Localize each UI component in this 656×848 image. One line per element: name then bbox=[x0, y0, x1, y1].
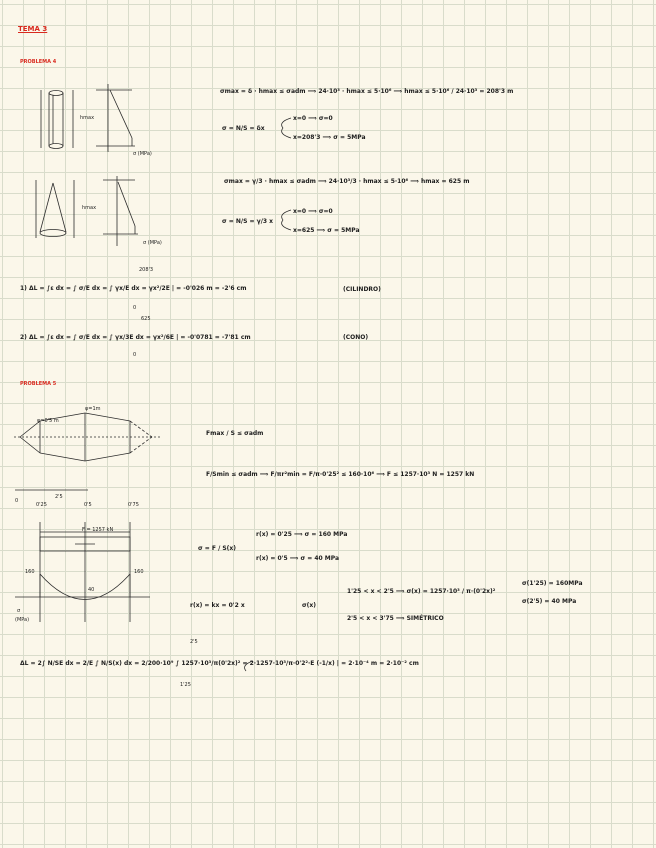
problem-4-title: PROBLEMA 4 bbox=[20, 59, 57, 65]
p5-dl-lower: 1'25 bbox=[180, 682, 191, 688]
p5-eq2: F/Smin ≤ σadm ⟹ F/πr²min = F/π·0'25² ≤ 160·10⁶ ⟹ F ≤ 1257·10³ N = 1257 kN bbox=[206, 471, 475, 478]
p5-eq4-b: 2'5 < x < 3'75 ⟹ SIMÉTRICO bbox=[347, 615, 444, 622]
dl2-lower: 0 bbox=[133, 352, 137, 358]
cyl-hmax-label: hmax bbox=[80, 115, 95, 121]
p5-dl-upper: 2'5 bbox=[190, 639, 198, 645]
tick-3: 0'75 bbox=[128, 502, 139, 508]
p5-eq4-a: 1'25 < x < 2'5 ⟹ σ(x) = 1257·10³ / π·(0'2x)² bbox=[347, 588, 496, 595]
cone-hmax-label: hmax bbox=[82, 205, 97, 211]
p4-dl2-tag: (CONO) bbox=[343, 334, 369, 341]
p5-val-160a: 160 bbox=[25, 569, 35, 575]
p5-dim2: φ=1m bbox=[85, 406, 101, 412]
p4-dl1: 1) ΔL = ∫ε dx = ∫ σ/E dx = ∫ γx/E dx = γx²/2E | = -0'026 m = -2'6 cm bbox=[20, 285, 247, 292]
p5-axis-unit: (MPa) bbox=[15, 617, 30, 623]
p4-eq3: σmax = γ/3 · hmax ≤ σadm ⟹ 24·10³/3 · hmax ≤ 5·10⁶ ⟹ hmax = 625 m bbox=[224, 178, 470, 185]
p5-axis-sigma: σ bbox=[17, 608, 21, 614]
cone-axis-label: σ (MPa) bbox=[143, 240, 162, 246]
p4-eq4-a: x=0 ⟹ σ=0 bbox=[293, 208, 333, 215]
p4-eq2-b: x=208'3 ⟹ σ = 5MPa bbox=[293, 134, 366, 141]
p5-eq3-b: r(x) = 0'5 ⟹ σ = 40 MPa bbox=[256, 555, 340, 562]
p4-eq4-b: x=625 ⟹ σ = 5MPa bbox=[293, 227, 360, 234]
shaft-sketch bbox=[14, 413, 162, 490]
problem-5-title: PROBLEMA 5 bbox=[20, 381, 57, 387]
p5-eq4-left: r(x) = kx = 0'2 x bbox=[190, 602, 245, 609]
dl1-upper: 208'3 bbox=[139, 267, 154, 273]
tick-2: 0'5 bbox=[84, 502, 92, 508]
tick-0: 0 bbox=[15, 498, 19, 504]
p4-dl1-tag: (CILINDRO) bbox=[343, 286, 381, 293]
p5-eq4-c1: σ(1'25) = 160MPa bbox=[522, 580, 583, 587]
p5-eq3-a: r(x) = 0'25 ⟹ σ = 160 MPa bbox=[256, 531, 348, 538]
dl1-lower: 0 bbox=[133, 305, 137, 311]
p4-eq2-a: x=0 ⟹ σ=0 bbox=[293, 115, 333, 122]
p4-eq2-left: σ = N/S = δx bbox=[222, 125, 265, 132]
p5-eq1: Fmax / S ≤ σadm bbox=[206, 430, 264, 437]
p5-eq3-left: σ = F / S(x) bbox=[198, 545, 237, 552]
cyl-axis-label: σ (MPa) bbox=[133, 151, 152, 157]
p5-dl: ΔL = 2∫ N/SE dx = 2/E ∫ N/S(x) dx = 2/200·10⁹ ∫ 1257·10³/π(0'2x)² = 2·1257·10³/π·0'2²·E (-1/x) | = 2·10⁻⁴ m = 2·10⁻² cm bbox=[20, 660, 419, 667]
p5-eq4-mid: σ(x) bbox=[302, 602, 317, 609]
p5-val-160b: 160 bbox=[134, 569, 144, 575]
p4-eq1: σmax = δ · hmax ≤ σadm ⟹ 24·10³ · hmax ≤ 5·10⁶ ⟹ hmax ≤ 5·10⁶ / 24·10³ = 208'3 m bbox=[220, 88, 514, 95]
tema-heading: TEMA 3 bbox=[18, 25, 48, 33]
p4-eq4-left: σ = N/S = γ/3 x bbox=[222, 218, 274, 225]
stress-sketch bbox=[15, 522, 150, 622]
tick-1: 0'25 bbox=[36, 502, 47, 508]
p5-dim1: φ=0'5 m bbox=[37, 418, 59, 424]
brace-1 bbox=[245, 118, 291, 671]
p4-dl2: 2) ΔL = ∫ε dx = ∫ σ/E dx = ∫ γx/3E dx = γx²/6E | = -0'0781 = -7'81 cm bbox=[20, 334, 251, 341]
p5-eq4-c2: σ(2'5) = 40 MPa bbox=[522, 598, 577, 605]
dl2-upper: 625 bbox=[141, 316, 151, 322]
p5-load-label: F = 1257 kN bbox=[82, 527, 114, 533]
cone-sketch bbox=[36, 176, 138, 246]
tick-5: 2'5 bbox=[55, 494, 63, 500]
p5-val-40: 40 bbox=[88, 587, 95, 593]
